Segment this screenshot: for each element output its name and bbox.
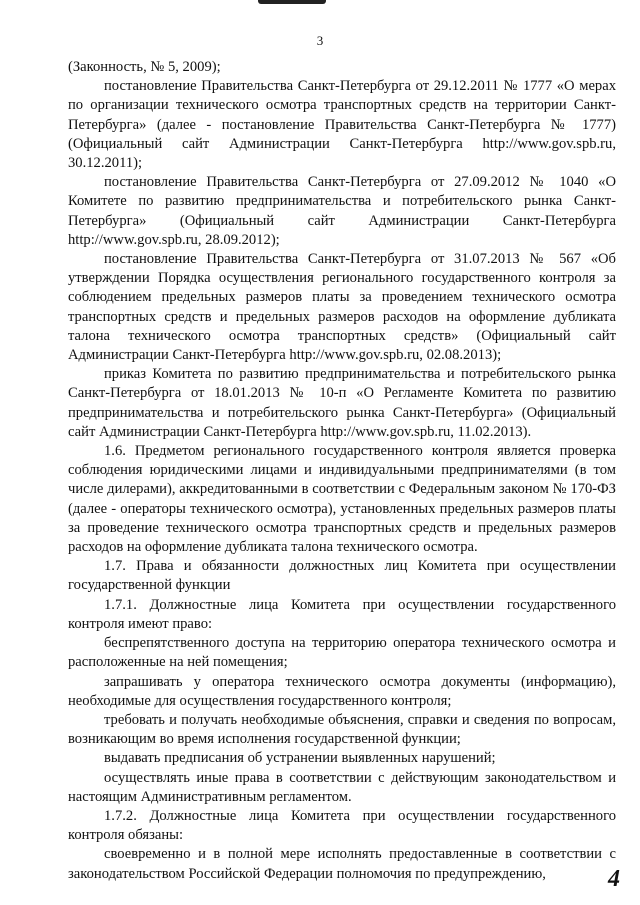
paragraph-14: 1.7.2. Должностные лица Комитета при осуществлении государственного контроля обязаны:	[68, 807, 616, 844]
paragraph-11: требовать и получать необходимые объяснения, справки и сведения по вопросам, возникающим во время исполнения государственной функции;	[68, 711, 616, 748]
paragraph-3: постановление Правительства Санкт-Петербурга от 27.09.2012 № 1040 «О Комитете по развитию предпринимательства и потребительского рынка Санкт-Петербурга» (Официальный сайт Администрации Санкт-Петербурга http://www.gov.spb.ru, 28.09.2012);	[68, 174, 616, 248]
document-body	[68, 58, 616, 884]
paragraph-8: 1.7.1. Должностные лица Комитета при осуществлении государственного контроля имеют право:	[68, 596, 616, 632]
paragraph-5: приказ Комитета по развитию предпринимательства и потребительского рынка Санкт-Петербурга от 18.01.2013 № 10-п «О Регламенте Комитета по развитию предпринимательства и потребительского рынка Санкт-Петербурга» (Официальный сайт Администрации Санкт-Петербурга http://www.gov.spb.ru, 11.02.2013).	[68, 366, 616, 440]
paragraph-12: выдавать предписания об устранении выявленных нарушений;	[104, 750, 496, 767]
paragraph-9: беспрепятственного доступа на территорию оператора технического осмотра и расположенные на ней помещения;	[68, 635, 616, 671]
page-number: 3	[316, 33, 324, 48]
handwritten-page-mark: 4	[608, 866, 620, 892]
paragraph-13: осуществлять иные права в соответствии с действующим законодательством и настоящим Административным регламентом.	[68, 769, 616, 805]
paragraph-7: 1.7. Права и обязанности должностных лиц Комитета при осуществлении государственной функции	[68, 558, 616, 594]
scan-top-mark	[258, 0, 326, 4]
paragraph-4: постановление Правительства Санкт-Петербурга от 31.07.2013 № 567 «Об утверждении Порядка осуществления регионального государственного контроля за соблюдением предельных размеров платы за проведением технического осмотра транспортных средств и предельных размеров расходов на оформление дубликата талона технического осмотра транспортных средств» (Официальный сайт Администрации Санкт-Петербурга http://www.gov.spb.ru, 02.08.2013);	[68, 251, 616, 364]
paragraph-15: своевременно и в полной мере исполнять предоставленные в соответствии с законодательством Российской Федерации полномочия по предупреждению,	[68, 846, 616, 882]
paragraph-10: запрашивать у оператора технического осмотра документы (информацию), необходимые для осуществления государственного контроля;	[68, 673, 616, 709]
paragraph-1: (Законность, № 5, 2009);	[68, 59, 221, 75]
paragraph-6: 1.6. Предметом регионального государственного контроля является проверка соблюдения юридическими лицами и индивидуальными предпринимателями (в том числе дилерами), аккредитованными в соответствии с Федеральным законом № 170-ФЗ (далее - операторы технического осмотра), установленных предельных размеров платы за проведение технического осмотра транспортных средств и предельных размеров расходов на оформление дубликата талона технического осмотра.	[68, 443, 616, 556]
paragraph-2: постановление Правительства Санкт-Петербурга от 29.12.2011 № 1777 «О мерах по организации технического осмотра транспортных средств на территории Санкт-Петербурга» (далее - постановление Правительства Санкт-Петербурга № 1777) (Официальный сайт Администрации Санкт-Петербурга http://www.gov.spb.ru, 30.12.2011);	[68, 78, 616, 172]
